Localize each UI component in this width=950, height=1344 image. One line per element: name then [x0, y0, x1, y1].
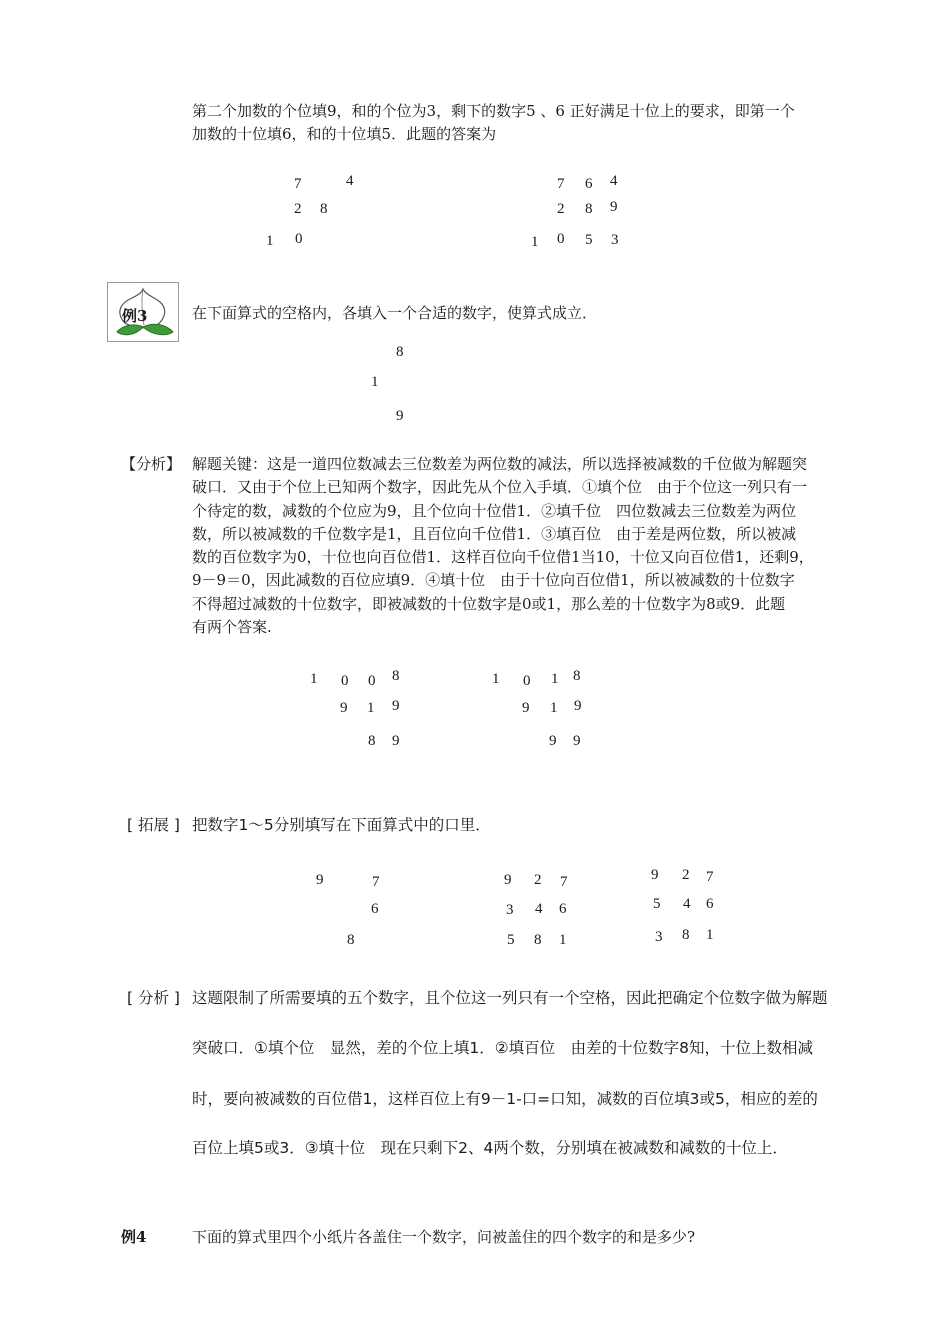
digit: 4 [346, 173, 354, 189]
digit: 9 [574, 698, 582, 714]
digit: 8 [682, 927, 690, 943]
digit: 6 [585, 176, 593, 192]
digit: 8 [534, 932, 542, 948]
digit: 6 [706, 896, 714, 912]
digit: 9 [396, 408, 404, 424]
digit: 0 [368, 673, 376, 689]
digit: 1 [550, 700, 558, 716]
analysis-line: 解题关键：这是一道四位数减去三位数差为两位数的减法，所以选择被减数的千位做为解题突 [192, 455, 808, 473]
digit: 5 [507, 932, 515, 948]
digit: 8 [573, 668, 581, 684]
digit: 8 [320, 201, 328, 217]
digit: 1 [492, 671, 500, 687]
digit: 9 [522, 700, 530, 716]
digit: 9 [392, 733, 400, 749]
digit: 5 [653, 896, 661, 912]
digit: 9 [504, 872, 512, 888]
analysis2-line: 百位上填5或3．③填十位 现在只剩下2、4两个数，分别填在被减数和减数的十位上． [192, 1139, 788, 1157]
digit: 7 [560, 874, 568, 890]
digit: 7 [706, 869, 714, 885]
analysis-paragraph [192, 453, 874, 639]
digit: 9 [549, 733, 557, 749]
analysis-line: 破口．又由于个位上已知两个数字，因此先从个位入手填．①填个位 由于个位这一列只有一 [192, 478, 808, 497]
analysis2-line: 时，要向被减数的百位借1，这样百位上有9－1-口=口知，减数的百位填3或5，相应的差的 [192, 1090, 818, 1108]
digit: 1 [559, 932, 567, 948]
digit: 2 [534, 872, 542, 888]
example4-question: 下面的算式里四个小纸片各盖住一个数字，问被盖住的四个数字的和是多少? [192, 1228, 696, 1246]
digit: 1 [371, 374, 379, 390]
digit: 4 [610, 173, 618, 189]
digit: 3 [506, 902, 514, 918]
analysis2-line: 这题限制了所需要填的五个数字，且个位这一列只有一个空格，因此把确定个位数字做为解题 [192, 989, 828, 1007]
digit: 9 [651, 867, 659, 883]
intro-line: 加数的十位填6，和的十位填5．此题的答案为 [192, 125, 497, 144]
digit: 9 [316, 872, 324, 888]
digit: 6 [371, 901, 379, 917]
analysis-line: 9－9＝0，因此减数的百位应填9．④填十位 由于十位向百位借1，所以被减数的十位数字 [192, 571, 795, 590]
digit: 8 [347, 932, 355, 948]
digit: 8 [396, 344, 404, 360]
digit: 8 [392, 668, 400, 684]
analysis2-tag: [ 分析 ] [127, 989, 180, 1007]
digit: 1 [367, 700, 375, 716]
digit: 9 [340, 700, 348, 716]
digit: 0 [295, 231, 303, 247]
digit: 8 [585, 201, 593, 217]
digit: 7 [294, 176, 302, 192]
digit: 7 [557, 176, 565, 192]
digit: 1 [531, 234, 539, 250]
digit: 0 [557, 231, 565, 247]
intro-paragraph [192, 100, 874, 147]
intro-line: 第二个加数的个位填9，和的个位为3，剩下的数字5 、6 正好满足十位上的要求，即第一个 [192, 102, 795, 120]
analysis-line: 不得超过减数的十位数字，即被减数的十位数字是0或1，那么差的十位数字为8或9．此题 [192, 594, 786, 613]
analysis-line: 数的百位数字为0，十位也向百位借1．这样百位向千位借1当10，十位又向百位借1，还剩9， [192, 548, 814, 567]
digit: 5 [585, 232, 593, 248]
analysis2-line: 突破口．①填个位 显然，差的个位上填1．②填百位 由差的十位数字8知，十位上数相减 [192, 1039, 814, 1057]
analysis-line: 数，所以被减数的千位数字是1，且百位向千位借1．③填百位 由于差是两位数，所以被减 [192, 524, 797, 543]
analysis-line: 有两个答案. [192, 618, 272, 637]
digit: 7 [372, 874, 380, 890]
digit: 1 [266, 233, 274, 249]
digit: 0 [341, 673, 349, 689]
digit: 9 [392, 698, 400, 714]
digit: 4 [683, 896, 691, 912]
digit: 9 [610, 199, 618, 215]
digit: 3 [655, 929, 663, 945]
digit: 3 [611, 232, 619, 248]
digit: 1 [706, 927, 714, 943]
digit: 2 [682, 867, 690, 883]
example3-label: 例3 [122, 307, 148, 325]
extension-text: 把数字1～5分别填写在下面算式中的口里． [192, 816, 491, 834]
analysis-line: 个待定的数，减数的个位应为9，且个位向十位借1．②填千位 四位数减去三位数差为两位 [192, 501, 797, 520]
digit: 2 [294, 201, 302, 217]
digit: 8 [368, 733, 376, 749]
digit: 6 [559, 901, 567, 917]
example3-badge [107, 282, 179, 342]
digit: 4 [535, 901, 543, 917]
analysis-tag: 【分析】 [121, 455, 182, 473]
digit: 9 [573, 733, 581, 749]
digit: 1 [551, 671, 559, 687]
digit: 0 [523, 673, 531, 689]
digit: 1 [310, 671, 318, 687]
example4-label: 例4 [121, 1228, 147, 1246]
example3-question: 在下面算式的空格内，各填入一个合适的数字，使算式成立． [192, 304, 598, 322]
digit: 2 [557, 201, 565, 217]
extension-tag: [ 拓展 ] [127, 816, 180, 834]
